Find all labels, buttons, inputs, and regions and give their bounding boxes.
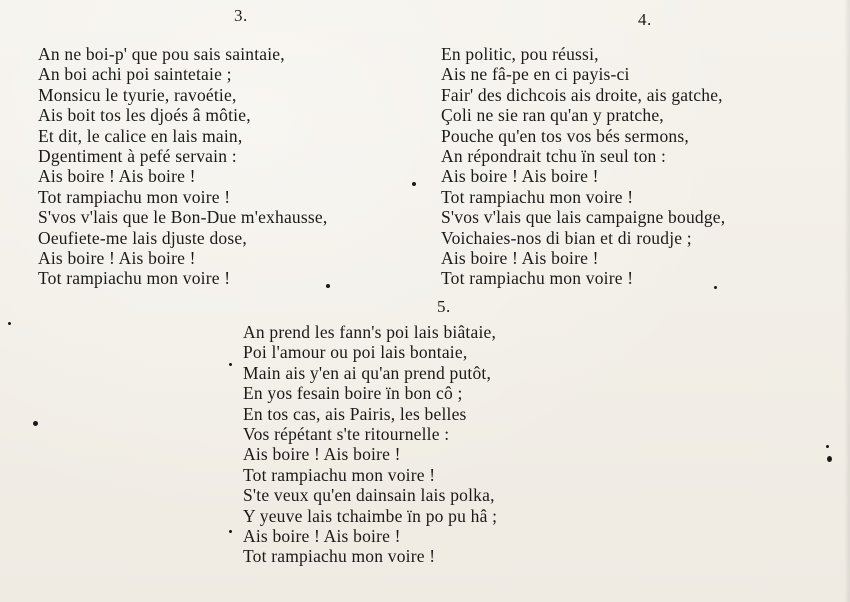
stanza-5: [243, 322, 497, 567]
ink-speck: [827, 456, 832, 462]
ink-speck: [412, 182, 416, 186]
verse-line: Main ais y'en ai qu'an prend putôt,: [243, 362, 492, 383]
verse-line: Ais boit tos les djoés â môtie,: [38, 105, 251, 126]
ink-speck: [33, 421, 38, 426]
ink-speck: [229, 530, 232, 533]
ink-speck: [714, 286, 717, 289]
refrain-line: Tot rampiachu mon voire !: [243, 546, 436, 567]
refrain-line: Tot rampiachu mon voire !: [243, 464, 436, 485]
stanza-3: [38, 44, 327, 289]
verse-line: Oeufiete-me lais djuste dose,: [38, 227, 247, 248]
ink-speck: [229, 363, 232, 366]
verse-line: S'vos v'lais que le Bon-Due m'exhausse,: [38, 207, 328, 228]
ink-speck: [326, 284, 330, 288]
verse-line: An répondrait tchu ïn seul ton :: [441, 145, 667, 166]
verse-line: An prend les fann's poi lais biâtaie,: [243, 322, 497, 342]
refrain-line: Ais boire ! Ais boire !: [441, 247, 599, 268]
verse-line: En tos cas, ais Pairis, les belles: [243, 403, 467, 424]
refrain-line: Ais boire ! Ais boire !: [38, 166, 196, 187]
verse-line: Ais ne fâ-pe en ci payis-ci: [441, 64, 630, 85]
verse-line: S'te veux qu'en dainsain lais polka,: [243, 485, 495, 506]
refrain-line: Ais boire ! Ais boire !: [38, 247, 196, 268]
verse-line: Poi l'amour ou poi lais bontaie,: [243, 342, 468, 363]
refrain-line: Tot rampiachu mon voire !: [441, 268, 634, 289]
refrain-line: Tot rampiachu mon voire !: [38, 268, 231, 289]
verse-line: Dgentiment à pefé servain :: [38, 145, 237, 166]
page-edge-shadow: [844, 0, 850, 602]
refrain-line: Ais boire ! Ais boire !: [441, 166, 599, 187]
verse-line: En yos fesain boire ïn bon cô ;: [243, 383, 463, 404]
verse-line: Et dit, le calice en lais main,: [38, 125, 243, 146]
verse-line: Çoli ne sie ran qu'an y pratche,: [441, 105, 664, 126]
verse-line: Monsicu le tyurie, ravoétie,: [38, 84, 237, 105]
verse-line: En politic, pou réussi,: [441, 44, 599, 64]
refrain-line: Tot rampiachu mon voire !: [38, 186, 231, 207]
verse-line: Pouche qu'en tos vos bés sermons,: [441, 125, 689, 146]
verse-line: Fair' des dichcois ais droite, ais gatche,: [441, 84, 723, 105]
stanza-4: [441, 44, 725, 289]
stanza-number-3: 3.: [234, 6, 248, 25]
refrain-line: Ais boire ! Ais boire !: [243, 525, 401, 546]
verse-line: Vos répétant s'te ritournelle :: [243, 423, 450, 444]
verse-line: An ne boi-p' que pou sais saintaie,: [38, 44, 285, 64]
ink-speck: [826, 445, 829, 448]
stanza-number-4: 4.: [638, 10, 652, 29]
verse-line: An boi achi poi saintetaie ;: [38, 64, 232, 85]
refrain-line: Tot rampiachu mon voire !: [441, 186, 634, 207]
verse-line: Y yeuve lais tchaimbe ïn po pu hâ ;: [243, 505, 498, 526]
verse-line: Voichaies-nos di bian et di roudje ;: [441, 227, 692, 248]
refrain-line: Ais boire ! Ais boire !: [243, 444, 401, 465]
stanza-number-5: 5.: [437, 297, 451, 316]
verse-line: S'vos v'lais que lais campaigne boudge,: [441, 207, 726, 228]
ink-speck: [8, 322, 11, 325]
